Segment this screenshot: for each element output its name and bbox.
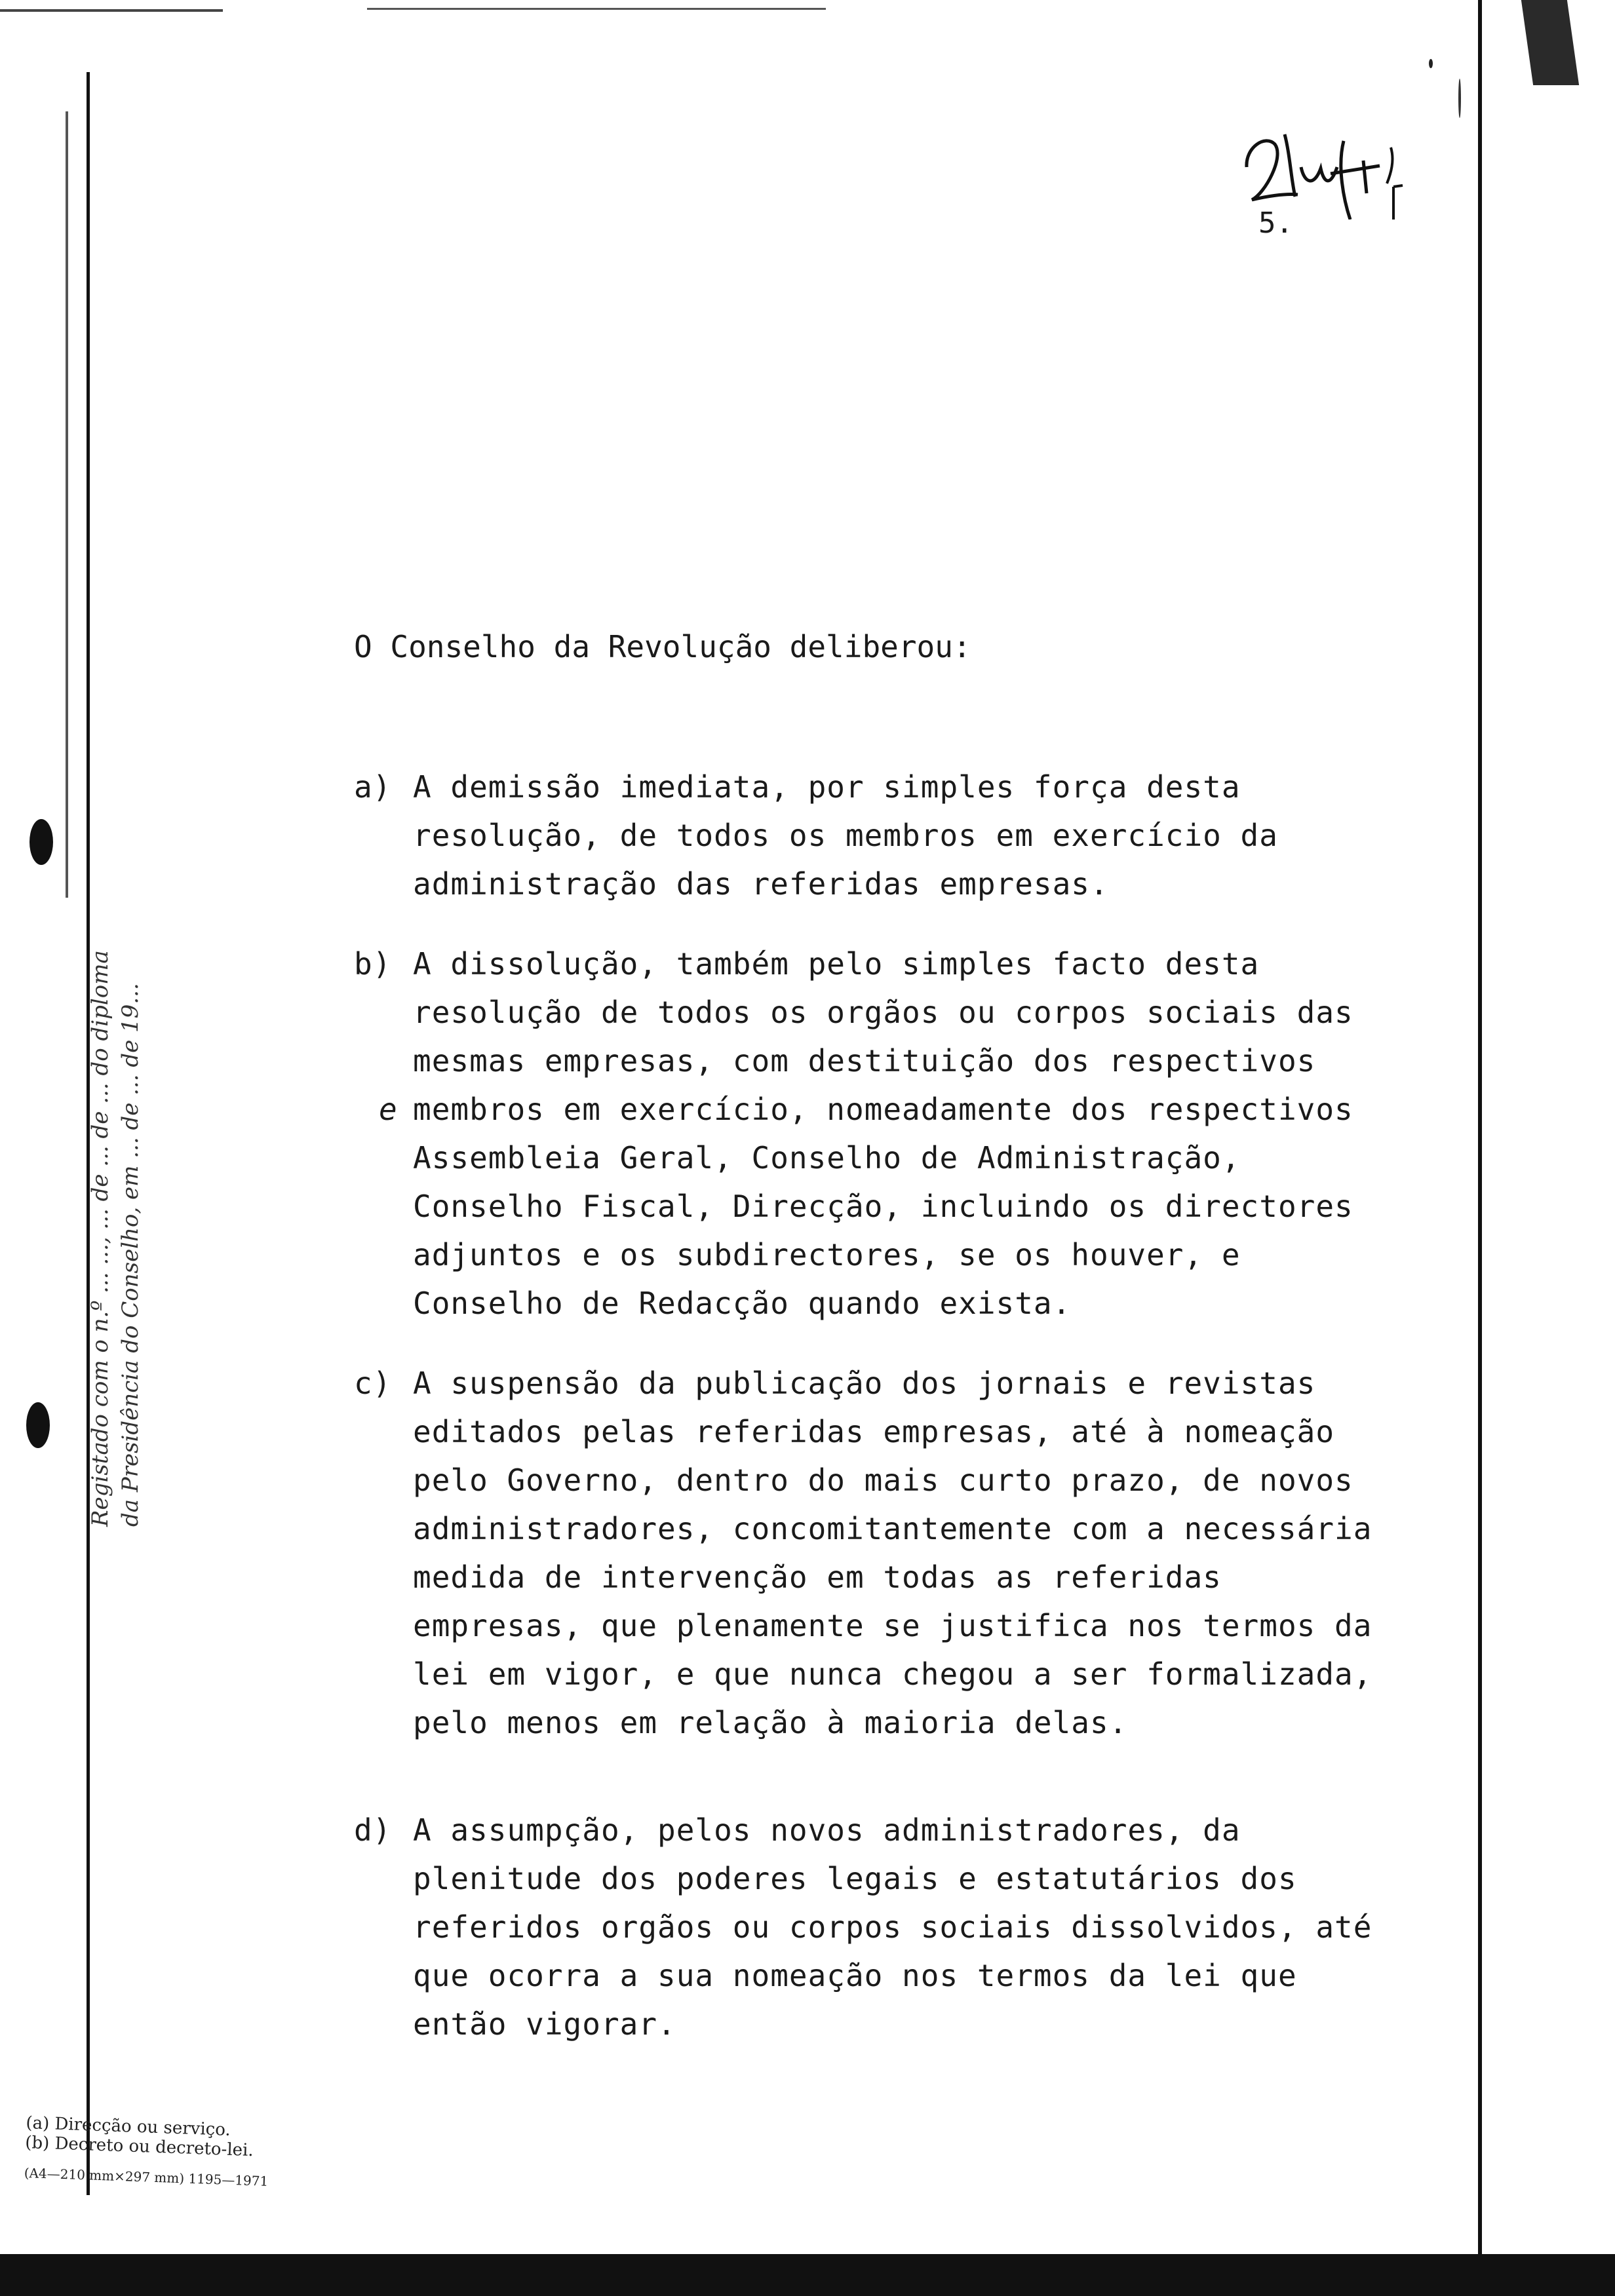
footnote-b: (b) Decreto ou decreto-lei. [24,2132,254,2161]
form-footnotes [24,2113,270,2191]
footnote-a: (a) Direcção ou serviço. [25,2113,231,2140]
item-text: A demissão imediata, por simples força desta resolução, de todos os membros em exercício da administração das referidas empresas. [413,769,1278,902]
scan-edge-top [0,9,223,12]
resolution-item-d [354,1806,1403,2048]
resolution-item-b [354,940,1403,1328]
registration-stamp [85,609,146,1527]
item-label: a) [354,769,392,805]
handwritten-margin-mark: e [379,1092,398,1127]
registration-stamp-line-1: Registado com o n.º ... ..., ... de ... de ... do diploma [87,950,113,1527]
page-number: 5. [1258,206,1293,240]
punch-hole-bottom [26,1402,50,1448]
speck [1458,79,1461,118]
item-text: A assumpção, pelos novos administradores, da plenitude dos poderes legais e estatutários dos referidos orgãos ou corpos sociais dissolvidos, até que ocorra a sua nomeação nos termos da lei que então vigorar. [413,1812,1372,2042]
punch-hole-top [29,819,53,865]
resolution-item-a [354,763,1403,908]
item-label: c) [354,1366,392,1401]
document-body [354,629,1403,2080]
speck [1429,59,1433,68]
scan-edge-bottom [0,2254,1615,2296]
registration-stamp-line-2: da Presidência do Conselho, em ... de ... de 19... [117,983,144,1527]
item-label: b) [354,946,392,982]
item-text: A dissolução, também pelo simples facto desta resolução de todos os orgãos ou corpos sociais das mesmas empresas, com destituição dos respectivos membros em exercício, nomeadamente dos respectivos Assembleia Geral, Conselho de Administração, Conselho Fiscal, Direcção, incluindo os directores adjuntos e os subdirectores, se os houver, e Conselho de Redacção quando exista. [413,946,1353,1321]
resolution-item-c [354,1359,1403,1747]
item-label: d) [354,1812,392,1848]
scan-edge-right-dark [1521,0,1579,85]
scan-edge-top-2 [367,8,826,10]
form-reference: (A4—210 mm×297 mm) 1195—1971 [24,2164,269,2189]
scan-edge-right [1478,0,1482,2296]
scan-edge-left-inner [66,111,68,898]
handwritten-signature [1239,121,1409,220]
resolution-intro: O Conselho da Revolução deliberou: [354,629,971,664]
item-text: A suspensão da publicação dos jornais e revistas editados pelas referidas empresas, até à nomeação pelo Governo, dentro do mais curto prazo, de novos administradores, concomitantemente com a necessária medida de intervenção em todas as referidas empresas, que plenamente se justifica nos termos da lei em vigor, e que nunca chegou a ser formalizada, pelo menos em relação à maioria delas. [413,1366,1372,1740]
